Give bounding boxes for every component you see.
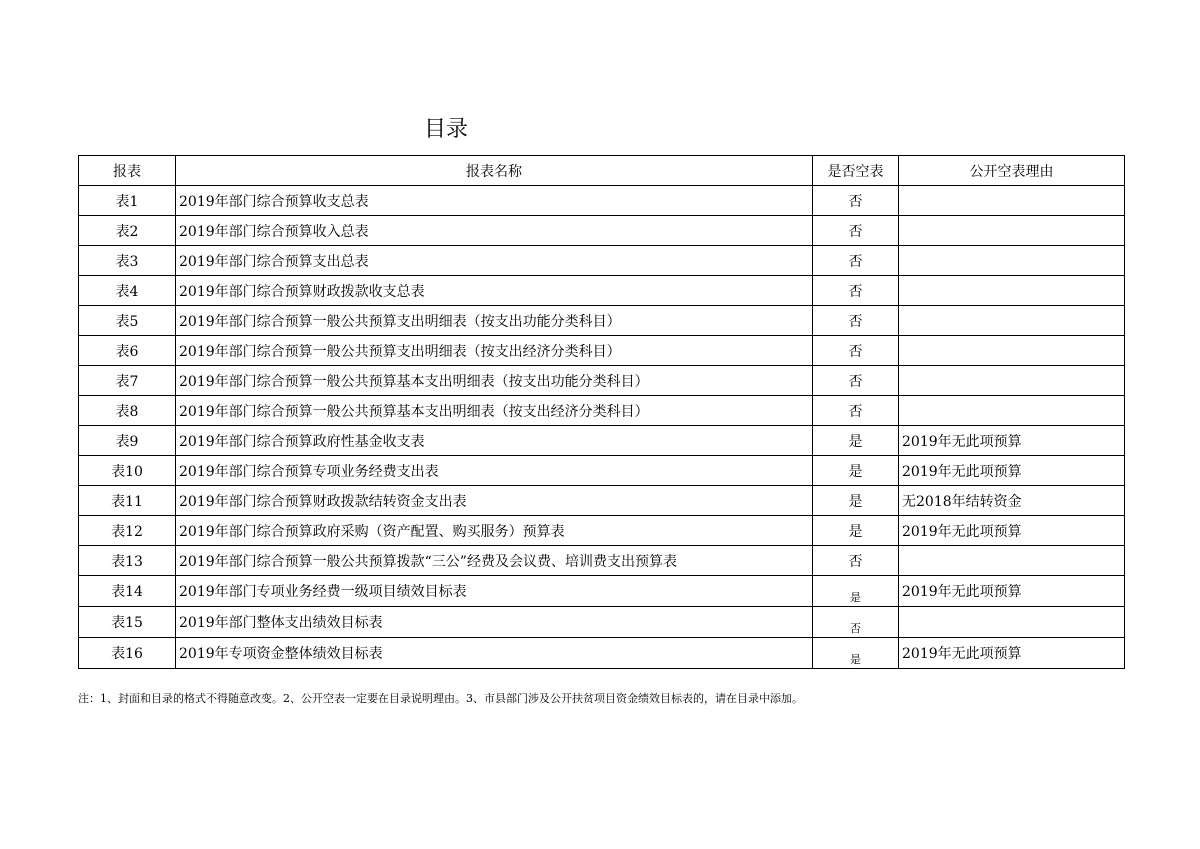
report-id: 表2 [79,216,176,246]
is-empty-value: 否 [813,216,899,246]
table-row [79,607,1125,638]
table-row [79,366,1125,396]
table-row [79,638,1125,669]
header-report-name: 报表名称 [176,156,813,186]
report-id: 表13 [79,546,176,576]
report-id: 表3 [79,246,176,276]
report-id: 表4 [79,276,176,306]
report-name: 2019年部门综合预算政府性基金收支表 [176,426,813,456]
header-report: 报表 [79,156,176,186]
empty-reason: 2019年无此项预算 [899,516,1125,546]
empty-reason: 2019年无此项预算 [899,456,1125,486]
report-name: 2019年部门综合预算政府采购（资产配置、购买服务）预算表 [176,516,813,546]
table-row [79,246,1125,276]
report-id: 表1 [79,186,176,216]
empty-reason: 2019年无此项预算 [899,426,1125,456]
empty-reason [899,336,1125,366]
report-id: 表7 [79,366,176,396]
is-empty-value: 否 [813,366,899,396]
report-name: 2019年部门综合预算一般公共预算支出明细表（按支出经济分类科目） [176,336,813,366]
report-id: 表11 [79,486,176,516]
table-row [79,306,1125,336]
table-row [79,486,1125,516]
is-empty-value: 否 [813,336,899,366]
is-empty-value: 是 [813,456,899,486]
report-id: 表9 [79,426,176,456]
report-id: 表10 [79,456,176,486]
is-empty-value: 是 [813,516,899,546]
page-title: 目录 [424,117,469,142]
table-header-row [79,156,1125,186]
is-empty-value: 否 [813,396,899,426]
empty-reason [899,216,1125,246]
empty-reason [899,276,1125,306]
is-empty-value: 否 [813,546,899,576]
empty-reason: 2019年无此项预算 [899,638,1125,669]
table-row [79,456,1125,486]
report-name: 2019年部门综合预算收入总表 [176,216,813,246]
report-name: 2019年部门综合预算财政拨款结转资金支出表 [176,486,813,516]
report-name: 2019年部门整体支出绩效目标表 [176,607,813,638]
report-id: 表14 [79,576,176,607]
is-empty-value: 否 [813,607,899,638]
report-name: 2019年部门综合预算支出总表 [176,246,813,276]
header-empty-reason: 公开空表理由 [899,156,1125,186]
report-name: 2019年部门综合预算一般公共预算基本支出明细表（按支出功能分类科目） [176,366,813,396]
report-name: 2019年部门综合预算专项业务经费支出表 [176,456,813,486]
is-empty-value: 是 [813,426,899,456]
report-name: 2019年专项资金整体绩效目标表 [176,638,813,669]
empty-reason [899,186,1125,216]
table-row [79,546,1125,576]
table-row [79,186,1125,216]
report-index-table [78,155,1125,669]
empty-reason [899,306,1125,336]
empty-reason: 2019年无此项预算 [899,576,1125,607]
report-id: 表16 [79,638,176,669]
table-row [79,276,1125,306]
report-id: 表6 [79,336,176,366]
table-row [79,396,1125,426]
empty-reason [899,546,1125,576]
report-name: 2019年部门综合预算一般公共预算基本支出明细表（按支出经济分类科目） [176,396,813,426]
report-id: 表5 [79,306,176,336]
report-name: 2019年部门综合预算一般公共预算支出明细表（按支出功能分类科目） [176,306,813,336]
table-body [79,186,1125,669]
empty-reason [899,396,1125,426]
table-row [79,426,1125,456]
is-empty-value: 是 [813,486,899,516]
header-is-empty: 是否空表 [813,156,899,186]
report-name: 2019年部门专项业务经费一级项目绩效目标表 [176,576,813,607]
table-row [79,576,1125,607]
is-empty-value: 是 [813,638,899,669]
empty-reason [899,246,1125,276]
table-row [79,516,1125,546]
report-id: 表8 [79,396,176,426]
is-empty-value: 是 [813,576,899,607]
is-empty-value: 否 [813,186,899,216]
empty-reason: 无2018年结转资金 [899,486,1125,516]
report-name: 2019年部门综合预算收支总表 [176,186,813,216]
is-empty-value: 否 [813,246,899,276]
report-id: 表15 [79,607,176,638]
empty-reason [899,607,1125,638]
table-row [79,216,1125,246]
empty-reason [899,366,1125,396]
is-empty-value: 否 [813,276,899,306]
is-empty-value: 否 [813,306,899,336]
table-row [79,336,1125,366]
report-name: 2019年部门综合预算财政拨款收支总表 [176,276,813,306]
footnote: 注：1、封面和目录的格式不得随意改变。2、公开空表一定要在目录说明理由。3、市县部门涉及公开扶贫项目资金绩效目标表的，请在目录中添加。 [78,692,803,705]
report-id: 表12 [79,516,176,546]
report-name: 2019年部门综合预算一般公共预算拨款“三公”经费及会议费、培训费支出预算表 [176,546,813,576]
